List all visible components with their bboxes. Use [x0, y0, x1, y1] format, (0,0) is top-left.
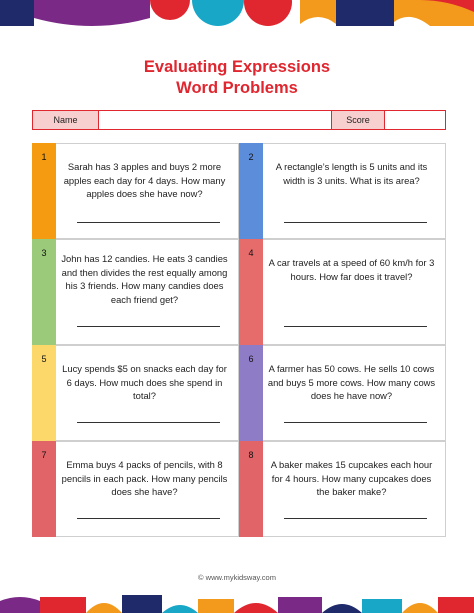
score-field[interactable] [384, 111, 445, 129]
problem-number: 5 [41, 354, 47, 364]
problem-text: A farmer has 50 cows. He sells 10 cows and buys 5 more cows. How many cows does he have now? [267, 363, 436, 401]
problem-text: A baker makes 15 cupcakes each hour for 4 hours. How many cupcakes does the baker make? [270, 459, 433, 497]
problem-number: 8 [248, 450, 254, 460]
answer-line[interactable] [284, 518, 427, 519]
problem-text: Lucy spends $5 on snacks each day for 6 days. How much does she spend in total? [62, 363, 227, 401]
problem-number: 7 [41, 450, 47, 460]
problem-card [32, 345, 239, 441]
footer-copyright: © www.mykidsway.com [198, 573, 276, 582]
answer-line[interactable] [77, 518, 220, 519]
name-field[interactable] [98, 111, 331, 129]
problem-card [32, 239, 239, 345]
worksheet-title: Evaluating Expressions [143, 58, 331, 76]
problem-grid [32, 143, 446, 537]
problem-number: 3 [41, 248, 47, 258]
name-score-bar [32, 110, 446, 130]
problem-card [239, 441, 446, 537]
answer-line[interactable] [77, 326, 220, 327]
bottom-decoration [0, 593, 474, 613]
problem-card [239, 143, 446, 239]
problem-card [239, 345, 446, 441]
worksheet-subtitle: Word Problems [176, 79, 298, 97]
problem-text: A car travels at a speed of 60 km/h for 3 hours. How far does it travel? [268, 257, 435, 282]
problem-number: 2 [248, 152, 254, 162]
problem-card [239, 239, 446, 345]
answer-line[interactable] [77, 422, 220, 423]
problem-card [32, 143, 239, 239]
problem-number: 6 [248, 354, 254, 364]
score-label: Score [331, 111, 384, 129]
problem-card [32, 441, 239, 537]
problem-text: Sarah has 3 apples and buys 2 more apples each day for 4 days. How many apples does she have now? [63, 161, 226, 199]
answer-line[interactable] [284, 222, 427, 223]
problem-number: 1 [41, 152, 47, 162]
answer-line[interactable] [77, 222, 220, 223]
name-label: Name [33, 111, 98, 129]
problem-text: John has 12 candies. He eats 3 candies and then divides the rest equally among his 3 friends. How many candies does each friend get? [61, 253, 228, 305]
problem-text: Emma buys 4 packs of pencils, with 8 pencils in each pack. How many pencils does she have? [61, 459, 228, 497]
problem-text: A rectangle’s length is 5 units and its width is 3 units. What is its area? [275, 161, 428, 186]
answer-line[interactable] [284, 326, 427, 327]
answer-line[interactable] [284, 422, 427, 423]
top-decoration [0, 0, 474, 26]
problem-number: 4 [248, 248, 254, 258]
